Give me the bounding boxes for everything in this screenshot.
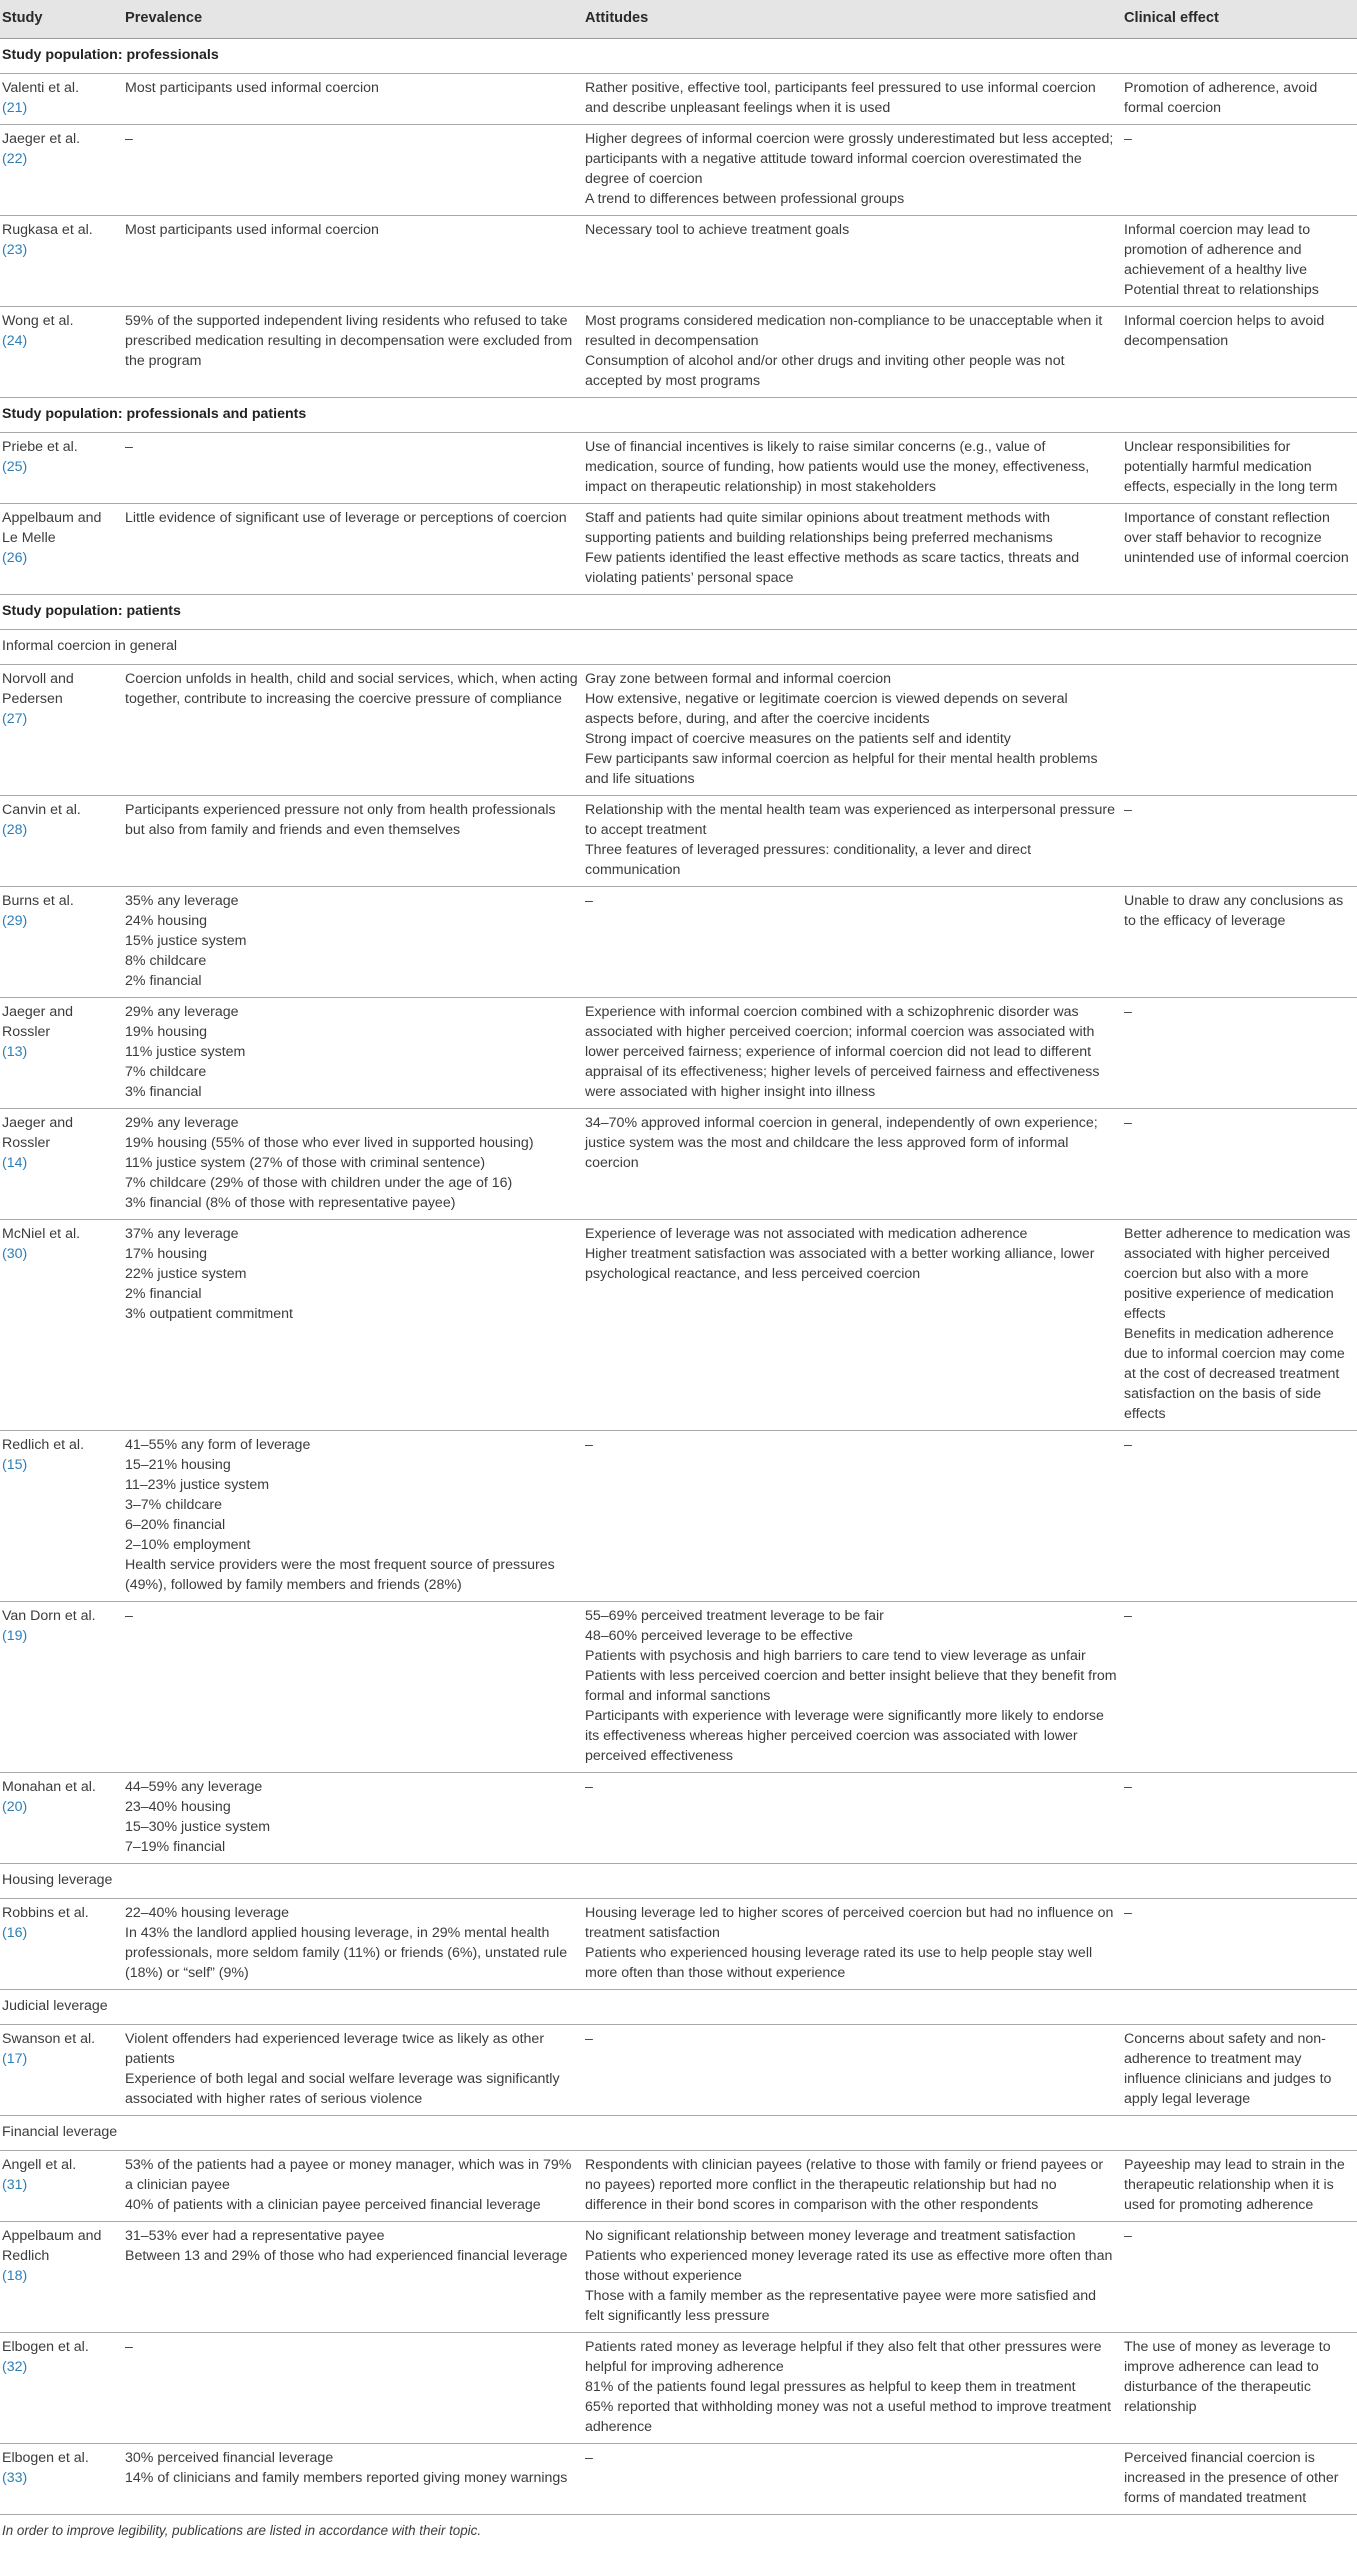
attitudes-cell [583,1602,1122,1773]
cell-line: 44–59% any leverage [125,1779,263,1795]
cell-line: Experience of leverage was not associated with medication adherence [585,1226,1028,1242]
prevalence-cell [123,307,583,398]
cell-line: – [125,1608,133,1624]
cell-line: – [125,439,133,455]
reference-link[interactable]: (13) [2,1044,28,1060]
reference-link[interactable]: (17) [2,2051,28,2067]
study-name: Elbogen et al. [2,2450,89,2466]
reference-link[interactable]: (15) [2,1457,28,1473]
cell-line: Informal coercion may lead to promotion of adherence and achievement of a healthy live [1124,222,1311,278]
prevalence-cell [123,796,583,887]
cell-line: – [1124,1004,1132,1020]
study-cell [0,125,123,216]
cell-line: Strong impact of coercive measures on the patients self and identity [585,731,1011,747]
table-row [0,1431,1357,1602]
cell-line: The use of money as leverage to improve adherence can lead to disturbance of the therapeutic relationship [1124,2339,1331,2415]
cell-line: 59% of the supported independent living residents who refused to take prescribed medication resulting in decompensation were excluded from the program [125,313,573,369]
attitudes-cell [583,1109,1122,1220]
attitudes-cell [583,74,1122,125]
study-name: Angell et al. [2,2157,77,2173]
table-body [0,39,1357,2515]
table-footnote: In order to improve legibility, publications are listed in accordance with their topic. [0,2514,1357,2547]
reference-link[interactable]: (19) [2,1628,28,1644]
cell-line: How extensive, negative or legitimate coercion is viewed depends on several aspects before, during, and after the coercive incidents [585,691,1068,727]
cell-line: 6–20% financial [125,1517,226,1533]
cell-line: Participants with experience with leverage were significantly more likely to endorse its effectiveness whereas higher perceived coercion was associated with lower perceived effectiveness [585,1708,1104,1764]
cell-line: – [125,2339,133,2355]
cell-line: 15% justice system [125,933,247,949]
cell-line: Gray zone between formal and informal coercion [585,671,891,687]
study-cell [0,2333,123,2444]
cell-line: 11–23% justice system [125,1477,270,1493]
study-name: Elbogen et al. [2,2339,89,2355]
cell-line: Use of financial incentives is likely to raise similar concerns (e.g., value of medication, source of funding, how patients would use the money, effectiveness, impact on therapeutic relationship) in most stakeholders [585,439,1090,495]
study-name: Wong et al. [2,313,74,329]
study-name: Van Dorn et al. [2,1608,96,1624]
clinical-effect-cell [1122,2222,1357,2333]
cell-line: Respondents with clinician payees (relative to those with family or friend payees or no payees) reported more conflict in the therapeutic relationship but had no difference in their bond scores in comparison with the other respondents [585,2157,1104,2213]
header-row [0,0,1357,39]
cell-line: – [1124,1905,1132,1921]
clinical-effect-cell [1122,2333,1357,2444]
attitudes-cell [583,2222,1122,2333]
cell-line: 15–21% housing [125,1457,231,1473]
prevalence-cell [123,1602,583,1773]
clinical-effect-cell [1122,2025,1357,2116]
attitudes-cell [583,2025,1122,2116]
cell-line: 8% childcare [125,953,207,969]
cell-line: Participants experienced pressure not only from health professionals but also from family and friends and even themselves [125,802,556,838]
cell-line: Between 13 and 29% of those who had experienced financial leverage [125,2248,568,2264]
attitudes-cell [583,1899,1122,1990]
attitudes-cell [583,998,1122,1109]
cell-line: 29% any leverage [125,1004,239,1020]
attitudes-cell [583,887,1122,998]
cell-line: 41–55% any form of leverage [125,1437,311,1453]
clinical-effect-cell [1122,796,1357,887]
study-cell [0,796,123,887]
cell-line: Those with a family member as the representative payee were more satisfied and felt significantly less pressure [585,2288,1096,2324]
cell-line: 19% housing (55% of those who ever lived in supported housing) [125,1135,534,1151]
study-cell [0,998,123,1109]
study-cell [0,74,123,125]
prevalence-cell [123,504,583,595]
prevalence-cell [123,1899,583,1990]
reference-link[interactable]: (27) [2,711,28,727]
attitudes-cell [583,796,1122,887]
study-cell [0,665,123,796]
cell-line: 53% of the patients had a payee or money manager, which was in 79% a clinician payee [125,2157,572,2193]
cell-line: In 43% the landlord applied housing leverage, in 29% mental health professionals, more seldom family (11%) or friends (6%), unstated rule (18%) or “self” (9%) [125,1925,568,1981]
section-header [0,398,1357,433]
clinical-effect-cell [1122,2151,1357,2222]
cell-line: Informal coercion helps to avoid decompensation [1124,313,1325,349]
cell-line: 55–69% perceived treatment leverage to be fair [585,1608,884,1624]
study-cell [0,1899,123,1990]
attitudes-cell [583,665,1122,796]
cell-line: Unable to draw any conclusions as to the efficacy of leverage [1124,893,1344,929]
cell-line: Rather positive, effective tool, participants feel pressured to use informal coercion and describe unpleasant feelings when it is used [585,80,1096,116]
subsection-header [0,630,1357,665]
cell-line: Experience of both legal and social welfare leverage was significantly associated with higher rates of serious violence [125,2071,560,2107]
prevalence-cell [123,2151,583,2222]
cell-line: Promotion of adherence, avoid formal coercion [1124,80,1318,116]
clinical-effect-cell [1122,1773,1357,1864]
study-cell [0,2444,123,2515]
cell-line: Perceived financial coercion is increased in the presence of other forms of mandated treatment [1124,2450,1339,2506]
table-row [0,1220,1357,1431]
cell-line: 14% of clinicians and family members reported giving money warnings [125,2470,568,2486]
table-row [0,665,1357,796]
clinical-effect-cell [1122,1602,1357,1773]
study-cell [0,307,123,398]
study-name: Norvoll and Pedersen [2,671,74,707]
cell-line: 29% any leverage [125,1115,239,1131]
reference-link[interactable]: (24) [2,333,28,349]
reference-link[interactable]: (21) [2,100,28,116]
reference-link[interactable]: (23) [2,242,28,258]
cell-line: 23–40% housing [125,1799,231,1815]
cell-line: Payeeship may lead to strain in the therapeutic relationship when it is used for promoting adherence [1124,2157,1345,2213]
cell-line: – [1124,131,1132,147]
cell-line: – [585,1779,593,1795]
cell-line: Few patients identified the least effective methods as scare tactics, threats and violating patients’ personal space [585,550,1080,586]
reference-link[interactable]: (33) [2,2470,28,2486]
reference-link[interactable]: (25) [2,459,28,475]
clinical-effect-cell [1122,1109,1357,1220]
cell-line: Importance of constant reflection over staff behavior to recognize unintended use of informal coercion [1124,510,1349,566]
header-prevalence: Prevalence [123,0,583,39]
cell-line: 34–70% approved informal coercion in general, independently of own experience; justice system was the most and childcare the less approved form of informal coercion [585,1115,1098,1171]
table-row [0,216,1357,307]
table-row [0,2444,1357,2515]
table-row [0,1773,1357,1864]
prevalence-cell [123,1431,583,1602]
prevalence-cell [123,2025,583,2116]
table-row [0,796,1357,887]
prevalence-cell [123,887,583,998]
study-name: Swanson et al. [2,2031,96,2047]
cell-line: Most participants used informal coercion [125,222,379,238]
reference-link[interactable]: (14) [2,1155,28,1171]
section-header [0,595,1357,630]
study-name: Appelbaum and Redlich [2,2228,102,2264]
table-row [0,998,1357,1109]
study-name: Canvin et al. [2,802,81,818]
cell-line: Patients rated money as leverage helpful if they also felt that other pressures were helpful for improving adherence [585,2339,1102,2375]
reference-link[interactable]: (29) [2,913,28,929]
subsection-label: Informal coercion in general [0,630,1357,665]
prevalence-cell [123,216,583,307]
cell-line: Little evidence of significant use of leverage or perceptions of coercion [125,510,567,526]
prevalence-cell [123,1773,583,1864]
cell-line: Potential threat to relationships [1124,282,1319,298]
reference-link[interactable]: (28) [2,822,28,838]
cell-line: Most participants used informal coercion [125,80,379,96]
clinical-effect-cell [1122,665,1357,796]
cell-line: 3% outpatient commitment [125,1306,293,1322]
attitudes-cell [583,504,1122,595]
reference-link[interactable]: (22) [2,151,28,167]
cell-line: 65% reported that withholding money was not a useful method to improve treatment adherence [585,2399,1112,2435]
study-cell [0,887,123,998]
cell-line: Higher treatment satisfaction was associated with a better working alliance, lower psychological reactance, and less perceived coercion [585,1246,1095,1282]
cell-line: 7% childcare [125,1064,207,1080]
table-row [0,1602,1357,1773]
cell-line: 3% financial (8% of those with representative payee) [125,1195,456,1211]
study-cell [0,2151,123,2222]
cell-line: Patients with less perceived coercion and better insight believe that they benefit from formal and informal sanctions [585,1668,1117,1704]
cell-line: Violent offenders had experienced leverage twice as likely as other patients [125,2031,545,2067]
reference-link[interactable]: (20) [2,1799,28,1815]
attitudes-cell [583,433,1122,504]
cell-line: – [585,893,593,909]
section-label: Study population: professionals and patients [0,398,1357,433]
cell-line: 11% justice system [125,1044,246,1060]
study-cell [0,216,123,307]
prevalence-cell [123,433,583,504]
table-row [0,1109,1357,1220]
cell-line: – [1124,802,1132,818]
reference-link[interactable]: (18) [2,2268,28,2284]
study-cell [0,2222,123,2333]
table-row [0,433,1357,504]
cell-line: – [585,2450,593,2466]
study-name: Jaeger and Rossler [2,1004,73,1040]
clinical-effect-cell [1122,887,1357,998]
cell-line: Experience with informal coercion combined with a schizophrenic disorder was associated with higher perceived coercion; informal coercion was associated with lower perceived fairness; experience of informal coercion did not lead to different appraisal of its effectiveness; higher levels of perceived fairness and effectiveness were associated with higher insight into illness [585,1004,1100,1100]
cell-line: 22–40% housing leverage [125,1905,290,1921]
subsection-header [0,1990,1357,2025]
cell-line: Relationship with the mental health team was experienced as interpersonal pressure to accept treatment [585,802,1115,838]
cell-line: Benefits in medication adherence due to informal coercion may come at the cost of decreased treatment satisfaction on the basis of side effects [1124,1326,1345,1422]
cell-line: Unclear responsibilities for potentially harmful medication effects, especially in the long term [1124,439,1338,495]
clinical-effect-cell [1122,2444,1357,2515]
clinical-effect-cell [1122,74,1357,125]
cell-line: 17% housing [125,1246,208,1262]
table-row [0,125,1357,216]
cell-line: – [585,1437,593,1453]
study-cell [0,2025,123,2116]
clinical-effect-cell [1122,307,1357,398]
cell-line: Three features of leveraged pressures: conditionality, a lever and direct communication [585,842,1032,878]
study-name: Priebe et al. [2,439,78,455]
study-cell [0,1109,123,1220]
table-row [0,2151,1357,2222]
study-name: Jaeger et al. [2,131,81,147]
clinical-effect-cell [1122,1899,1357,1990]
cell-line: 35% any leverage [125,893,239,909]
attitudes-cell [583,1773,1122,1864]
reference-link[interactable]: (26) [2,550,28,566]
cell-line: Patients who experienced housing leverage rated its use to help people stay well more often than those without experience [585,1945,1093,1981]
cell-line: 3% financial [125,1084,202,1100]
cell-line: Better adherence to medication was associated with higher perceived coercion but also with a more positive experience of medication effects [1124,1226,1351,1322]
section-label: Study population: professionals [0,39,1357,74]
prevalence-cell [123,2444,583,2515]
cell-line: 30% perceived financial leverage [125,2450,334,2466]
cell-line: Health service providers were the most frequent source of pressures (49%), followed by family members and friends (28%) [125,1557,555,1593]
reference-link[interactable]: (16) [2,1925,28,1941]
study-cell [0,433,123,504]
cell-line: – [125,131,133,147]
cell-line: 37% any leverage [125,1226,239,1242]
cell-line: Patients with psychosis and high barriers to care tend to view leverage as unfair [585,1648,1086,1664]
table-row [0,307,1357,398]
prevalence-cell [123,998,583,1109]
prevalence-cell [123,74,583,125]
subsection-header [0,2116,1357,2151]
table-row [0,2025,1357,2116]
attitudes-cell [583,1431,1122,1602]
header-clinical-effect: Clinical effect [1122,0,1357,39]
clinical-effect-cell [1122,504,1357,595]
header-study: Study [0,0,123,39]
cell-line: – [585,2031,593,2047]
cell-line: – [1124,2228,1132,2244]
subsection-label: Judicial leverage [0,1990,1357,2025]
cell-line: Concerns about safety and non-adherence to treatment may influence clinicians and judges to apply legal leverage [1124,2031,1332,2107]
subsection-label: Financial leverage [0,2116,1357,2151]
cell-line: – [1124,1779,1132,1795]
attitudes-cell [583,216,1122,307]
clinical-effect-cell [1122,216,1357,307]
cell-line: No significant relationship between money leverage and treatment satisfaction [585,2228,1076,2244]
clinical-effect-cell [1122,433,1357,504]
table-row [0,2222,1357,2333]
cell-line: 40% of patients with a clinician payee perceived financial leverage [125,2197,541,2213]
cell-line: 2% financial [125,973,202,989]
prevalence-cell [123,665,583,796]
cell-line: 81% of the patients found legal pressures as helpful to keep them in treatment [585,2379,1076,2395]
cell-line: 2–10% employment [125,1537,251,1553]
cell-line: – [1124,1437,1132,1453]
table-row [0,887,1357,998]
cell-line: 22% justice system [125,1266,247,1282]
section-header [0,39,1357,74]
prevalence-cell [123,1220,583,1431]
attitudes-cell [583,307,1122,398]
cell-line: 7% childcare (29% of those with children under the age of 16) [125,1175,513,1191]
study-cell [0,1431,123,1602]
cell-line: 19% housing [125,1024,208,1040]
prevalence-cell [123,2333,583,2444]
table-row [0,74,1357,125]
subsection-label: Housing leverage [0,1864,1357,1899]
cell-line: 48–60% perceived leverage to be effective [585,1628,853,1644]
cell-line: 2% financial [125,1286,202,1302]
header-attitudes: Attitudes [583,0,1122,39]
study-name: Appelbaum and Le Melle [2,510,102,546]
cell-line: 7–19% financial [125,1839,226,1855]
cell-line: Consumption of alcohol and/or other drugs and inviting other people was not accepted by most programs [585,353,1065,389]
cell-line: Housing leverage led to higher scores of perceived coercion but had no influence on treatment satisfaction [585,1905,1114,1941]
attitudes-cell [583,125,1122,216]
cell-line: Higher degrees of informal coercion were grossly underestimated but less accepted; participants with a negative attitude toward informal coercion overestimated the degree of coercion [585,131,1114,187]
table-row [0,1899,1357,1990]
study-name: Burns et al. [2,893,74,909]
cell-line: Patients who experienced money leverage rated its use as effective more often than those without experience [585,2248,1113,2284]
study-name: Monahan et al. [2,1779,96,1795]
attitudes-cell [583,2444,1122,2515]
attitudes-cell [583,1220,1122,1431]
cell-line: – [1124,1115,1132,1131]
reference-link[interactable]: (31) [2,2177,28,2193]
cell-line: Coercion unfolds in health, child and social services, which, when acting together, contribute to increasing the coercive pressure of compliance [125,671,578,707]
cell-line: Staff and patients had quite similar opinions about treatment methods with supporting patients and building relationships being preferred mechanisms [585,510,1053,546]
study-name: Jaeger and Rossler [2,1115,73,1151]
cell-line: A trend to differences between professional groups [585,191,905,207]
study-cell [0,504,123,595]
attitudes-cell [583,2333,1122,2444]
study-cell [0,1773,123,1864]
cell-line: 31–53% ever had a representative payee [125,2228,385,2244]
reference-link[interactable]: (30) [2,1246,28,1262]
clinical-effect-cell [1122,1431,1357,1602]
study-name: Rugkasa et al. [2,222,93,238]
subsection-header [0,1864,1357,1899]
cell-line: Most programs considered medication non-compliance to be unacceptable when it resulted in decompensation [585,313,1103,349]
study-name: McNiel et al. [2,1226,81,1242]
cell-line: 15–30% justice system [125,1819,271,1835]
prevalence-cell [123,125,583,216]
study-name: Robbins et al. [2,1905,89,1921]
study-cell [0,1602,123,1773]
study-name: Redlich et al. [2,1437,85,1453]
clinical-effect-cell [1122,998,1357,1109]
clinical-effect-cell [1122,125,1357,216]
study-name: Valenti et al. [2,80,80,96]
cell-line: – [1124,1608,1132,1624]
prevalence-cell [123,2222,583,2333]
clinical-effect-cell [1122,1220,1357,1431]
study-cell [0,1220,123,1431]
cell-line: 11% justice system (27% of those with criminal sentence) [125,1155,486,1171]
table-row [0,504,1357,595]
cell-line: 24% housing [125,913,208,929]
section-label: Study population: patients [0,595,1357,630]
cell-line: 3–7% childcare [125,1497,223,1513]
cell-line: Necessary tool to achieve treatment goals [585,222,850,238]
attitudes-cell [583,2151,1122,2222]
prevalence-cell [123,1109,583,1220]
reference-link[interactable]: (32) [2,2359,28,2375]
cell-line: Few participants saw informal coercion as helpful for their mental health problems and life situations [585,751,1098,787]
table-row [0,2333,1357,2444]
